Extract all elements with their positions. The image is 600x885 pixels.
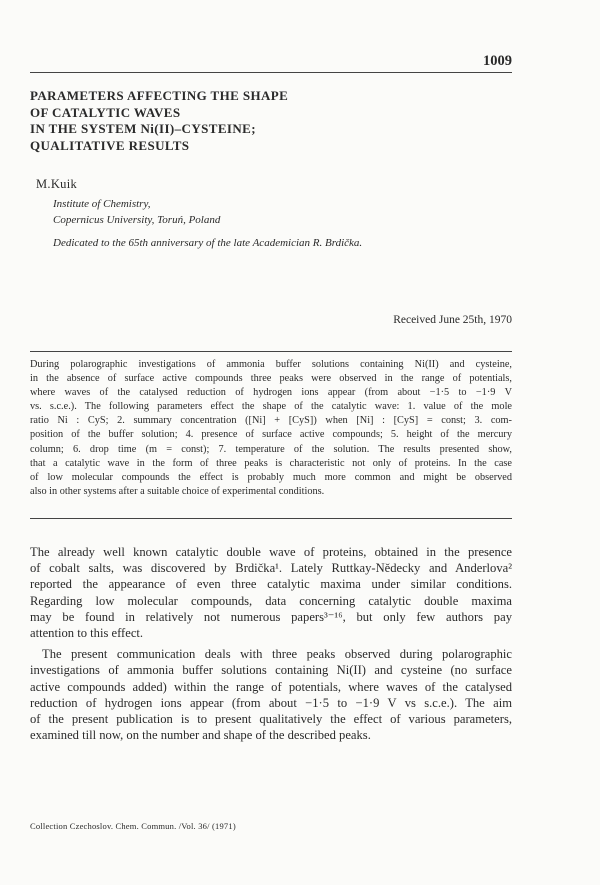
- body-line: reduction of hydrogen ions appear (from about −1·5 to −1·9 V vs s.c.e.). The aim: [30, 695, 512, 710]
- dedication: Dedicated to the 65th anniversary of the late Academician R. Brdička.: [53, 237, 363, 249]
- body-line: active compounds added) within the range of potentials, where waves of the catalysed: [30, 679, 512, 694]
- abstract-line: also in other systems after a suitable choice of experimental conditions.: [30, 485, 325, 497]
- body-line: The already well known catalytic double wave of proteins, obtained in the presence: [30, 545, 512, 559]
- page-number: 1009: [483, 53, 512, 69]
- body-paragraph: [30, 544, 512, 641]
- body-line: The present communication deals with three peaks observed during polarographic: [42, 647, 512, 662]
- title-line: PARAMETERS AFFECTING THE SHAPE: [30, 88, 289, 103]
- title-line: QUALITATIVE RESULTS: [30, 137, 190, 153]
- article-title: [30, 88, 510, 154]
- received-date: Received June 25th, 1970: [393, 314, 512, 326]
- abstract-top-rule: [30, 351, 512, 352]
- abstract-bottom-rule: [30, 518, 512, 519]
- abstract-line: in the absence of surface active compounds three peaks were observed in the range of potentials,: [30, 373, 512, 385]
- body-line: of cobalt salts, was discovered by Brdička¹. Lately Ruttkay-Nědecky and Anderlova²: [30, 561, 512, 576]
- title-line: IN THE SYSTEM Ni(II)–CYSTEINE;: [30, 121, 256, 136]
- abstract-line: position of the buffer solution; 4. presence of surface active compounds; 5. height of the mercury: [30, 429, 512, 441]
- abstract-line: that a catalytic wave in the form of three peaks is characteristic not only of proteins. In the case: [30, 457, 512, 469]
- body-line: reported the appearance of even three catalytic maxima under similar conditions.: [30, 577, 512, 592]
- affiliation-line: Institute of Chemistry,: [53, 198, 151, 210]
- article-body: [30, 544, 512, 743]
- body-line: examined till now, on the number and shape of the described peaks.: [30, 728, 371, 743]
- body-line: Regarding low molecular compounds, data concerning catalytic double maxima: [30, 593, 512, 608]
- affiliation-line: Copernicus University, Toruń, Poland: [53, 214, 221, 226]
- abstract-line: ratio Ni : CyS; 2. summary concentration ([Ni] + [CyS]) when [Ni] : [CyS] = const; 3. com-: [30, 415, 512, 427]
- abstract-line: column; 6. drop time (m = const); 7. temperature of the solution. The results presented show,: [30, 443, 512, 455]
- title-line: OF CATALYTIC WAVES: [30, 104, 181, 120]
- abstract-line: During polarographic investigations of ammonia buffer solutions containing Ni(II) and cysteine,: [30, 359, 512, 370]
- journal-footer: Collection Czechoslov. Chem. Commun. /Vol. 36/ (1971): [30, 821, 236, 831]
- body-line: of the present publication is to present qualitatively the effect of various parameters,: [30, 712, 512, 727]
- body-line: attention to this effect.: [30, 626, 144, 641]
- header-rule: [30, 72, 512, 73]
- author-name: M.Kuik: [36, 177, 78, 191]
- author-affiliation: [53, 196, 220, 228]
- abstract-line: where waves of the catalysed reduction of hydrogen ions appear (from about −1·5 to −1·9 V: [30, 387, 512, 399]
- abstract-line: vs. s.c.e.). The following parameters effect the shape of the catalytic wave: 1. value of the mole: [30, 401, 512, 413]
- body-line: investigations of ammonia buffer solutions containing Ni(II) and cysteine (no surface: [30, 663, 512, 678]
- abstract: [30, 358, 512, 499]
- abstract-line: of low molecular compounds the effect is probably much more common and might be observed: [30, 471, 512, 483]
- body-line: may be found in relatively not numerous papers³⁻¹⁶, but only few authors pay: [30, 609, 512, 624]
- body-paragraph: [30, 646, 512, 743]
